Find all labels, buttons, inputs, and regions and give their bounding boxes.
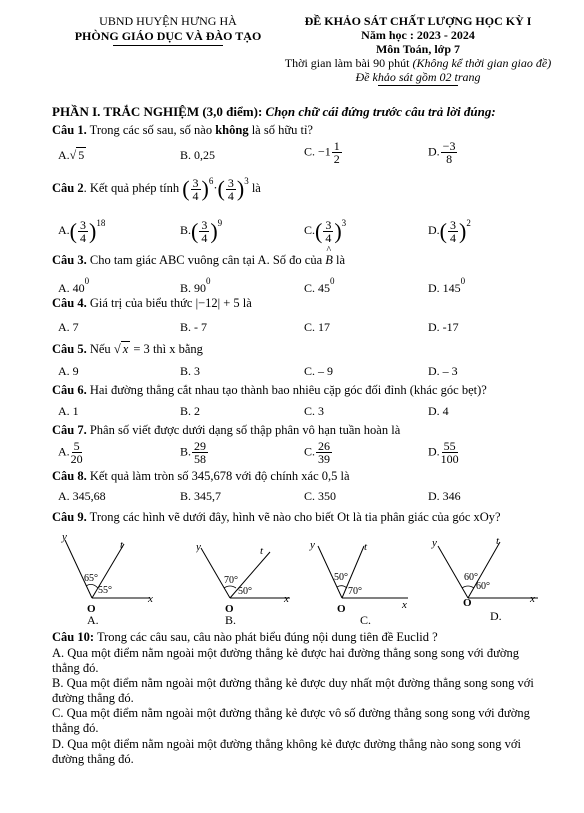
- q2-d-exp: 2: [466, 218, 471, 228]
- q4-expr: |−12| + 5: [195, 296, 240, 310]
- question-3: [52, 245, 346, 268]
- q2-b-label: B.: [180, 223, 192, 237]
- q2-b-frac: [199, 219, 209, 244]
- question-10: [52, 630, 438, 645]
- q2-d-num: 3: [450, 217, 456, 232]
- q2-option-d[interactable]: D.( $\frac{3}{4}$ )$^2$: [428, 217, 471, 245]
- q2-a-num: 3: [80, 217, 86, 232]
- q10-option-a[interactable]: A. Qua một điểm nằm ngoài một đường thẳng kẻ được hai đường thẳng song song với đường thẳng đó.: [52, 646, 520, 675]
- q10-label: Câu 10:: [52, 630, 95, 644]
- fig-c-angle-2: 70°: [348, 586, 362, 597]
- time-limit-text: Thời gian làm bài 90 phút: [284, 56, 410, 70]
- q6-option-d[interactable]: D. 4: [428, 404, 449, 418]
- question-8: [52, 469, 350, 484]
- q1-label: Câu 1.: [52, 123, 87, 137]
- q3-c-text: C. 45: [304, 281, 331, 295]
- q7-d-num: 55: [443, 439, 456, 453]
- fig-d-o-label: O: [463, 597, 472, 609]
- q2-c-exp: 3: [341, 218, 347, 228]
- q7-d-label: D.: [428, 444, 440, 459]
- fig-b-y-label: y: [196, 541, 201, 553]
- q1-c-label: C. −1: [304, 144, 331, 159]
- q2-option-c[interactable]: C.( $\frac{3}{4}$ )$^3$: [304, 217, 347, 245]
- q4-text: Giá trị của biểu thức: [89, 296, 193, 310]
- q1-option-d[interactable]: [428, 140, 458, 165]
- q7-option-d[interactable]: [428, 440, 460, 465]
- q3-d-text: D. 145: [428, 281, 461, 295]
- q9-text: Trong các hình vẽ dưới đây, hình vẽ nào cho biết Ot là tia phân giác của góc xOy?: [89, 510, 501, 524]
- q3-option-d[interactable]: [428, 276, 465, 296]
- q3-c-deg: 0: [330, 276, 335, 286]
- question-9: [52, 510, 501, 525]
- q3-b-text: B. 90: [180, 281, 207, 295]
- q2-a-frac: [78, 219, 88, 244]
- q1-option-c[interactable]: [304, 140, 343, 165]
- q2-a-den: 4: [80, 230, 86, 245]
- q7-label: Câu 7.: [52, 423, 87, 437]
- q2-text: . Kết quả phép tính: [83, 181, 180, 195]
- q9-figure-a[interactable]: [60, 532, 160, 626]
- q1-a-value: 5: [78, 148, 85, 162]
- q3-label: Câu 3.: [52, 253, 87, 267]
- question-6: [52, 383, 487, 398]
- fig-c-t-label: t: [364, 541, 368, 553]
- fig-b-o-label: O: [225, 603, 234, 615]
- q4-option-d[interactable]: D. -17: [428, 320, 459, 334]
- fig-a-caption: A.: [87, 613, 99, 626]
- q1-c-den: 2: [333, 152, 340, 166]
- fig-a-t-label: t: [120, 539, 124, 551]
- q6-option-c[interactable]: C. 3: [304, 404, 325, 418]
- q3-option-a[interactable]: [58, 276, 89, 296]
- q5-text: Nếu: [89, 342, 111, 356]
- fig-b-x-label: x: [284, 593, 289, 605]
- q2-option-b[interactable]: B.( $\frac{3}{4}$ )$^9$: [180, 217, 223, 245]
- q10-option-b[interactable]: B. Qua một điểm nằm ngoài một đường thẳng kẻ được duy nhất một đường thẳng song song với đường thẳng đó.: [52, 676, 534, 705]
- q2-label: Câu 2: [52, 181, 84, 195]
- fig-a-x-label: x: [148, 593, 153, 605]
- q7-a-num: 5: [73, 439, 80, 453]
- fig-b-caption: B.: [225, 613, 237, 626]
- fig-a-o-label: O: [87, 603, 96, 615]
- q3-b-deg: 0: [206, 276, 211, 286]
- q7-a-den: 20: [70, 452, 83, 466]
- q2-exp-2: 3: [244, 176, 249, 186]
- fig-d-caption: D.: [490, 609, 502, 623]
- fig-c-o-label: O: [337, 603, 346, 615]
- q1-c-fraction: [332, 140, 342, 165]
- q4-option-c[interactable]: C. 17: [304, 320, 331, 334]
- q7-c-num: 26: [318, 439, 331, 453]
- q6-option-a[interactable]: A. 1: [58, 404, 79, 418]
- q6-option-b[interactable]: B. 2: [180, 404, 201, 418]
- q7-b-num: 29: [194, 439, 207, 453]
- fig-a-angle-1: 65°: [84, 573, 98, 584]
- q7-a-label: A.: [58, 444, 70, 459]
- q6-text: Hai đường thẳng cắt nhau tạo thành bao nhiêu cặp góc đối đỉnh (khác góc bẹt)?: [89, 383, 487, 397]
- fig-d-angle-1: 60°: [464, 572, 478, 583]
- fig-d-y-label: y: [432, 537, 437, 549]
- q2-d-den: 4: [450, 230, 456, 245]
- q3-text: Cho tam giác ABC vuông cân tại A. Số đo của: [89, 253, 323, 267]
- q2-c-den: 4: [325, 230, 332, 245]
- q2-num-1: 3: [192, 175, 199, 190]
- q3-d-deg: 0: [460, 276, 466, 286]
- question-7: [52, 423, 400, 438]
- fig-b-angle-2: 50°: [238, 586, 252, 597]
- q5-radicand: x: [122, 342, 129, 356]
- q7-option-c[interactable]: [304, 440, 333, 465]
- q8-text: Kết quả làm tròn số 345,678 với độ chính xác 0,5 là: [89, 469, 350, 483]
- q3-tail: là: [336, 253, 346, 267]
- section-instruction: Chọn chữ cái đứng trước câu trả lời đúng:: [265, 104, 496, 119]
- header-underline: [113, 45, 223, 46]
- fig-c-x-label: x: [402, 599, 407, 611]
- q1-text: Trong các số sau, số nào: [89, 123, 216, 137]
- fig-d-t-label: t: [496, 535, 500, 547]
- q10-option-c[interactable]: C. Qua một điểm nằm ngoài một đường thẳng kẻ được vô số đường thẳng song song với đường thẳng đó.: [52, 706, 530, 735]
- q10-text: Trong các câu sau, câu nào phát biểu đúng nội dung tiên đề Euclid ?: [96, 630, 438, 644]
- department-name: UBND HUYỆN HƯNG HÀ: [99, 14, 237, 28]
- q3-option-c[interactable]: [304, 276, 335, 296]
- question-4: [52, 296, 252, 311]
- page-count: Đề khảo sát gồm 02 trang: [355, 70, 481, 84]
- q7-c-frac: [316, 440, 332, 465]
- fig-a-angle-2: 55°: [98, 585, 112, 596]
- q2-c-label: C.: [304, 223, 316, 237]
- q4-option-a[interactable]: A. 7: [58, 320, 79, 334]
- q7-text: Phân số viết được dưới dạng số thập phân vô hạn tuần hoàn là: [89, 423, 401, 437]
- q2-b-den: 4: [201, 230, 208, 245]
- q8-label: Câu 8.: [52, 469, 87, 483]
- q2-d-frac: [448, 219, 458, 244]
- exam-title: ĐỀ KHẢO SÁT CHẤT LƯỢNG HỌC KỲ I: [304, 14, 532, 28]
- q9-figure-b[interactable]: [196, 532, 296, 626]
- q2-a-exp: 18: [96, 218, 106, 228]
- header-right-underline: [378, 85, 458, 86]
- q2-d-label: D.: [428, 223, 440, 237]
- q5-option-b[interactable]: B. 3: [180, 364, 201, 378]
- q6-label: Câu 6.: [52, 383, 87, 397]
- q5-option-c[interactable]: C. – 9: [304, 364, 334, 378]
- office-name: PHÒNG GIÁO DỤC VÀ ĐÀO TẠO: [74, 29, 262, 43]
- q4-option-b[interactable]: B. - 7: [180, 320, 207, 334]
- question-1: [52, 123, 313, 138]
- q2-num-2: 3: [227, 175, 234, 190]
- fig-d-x-label: x: [530, 593, 535, 605]
- q9-figure-d[interactable]: [430, 532, 542, 626]
- q2-frac-1: [191, 177, 201, 202]
- q1-d-den: 8: [446, 152, 453, 166]
- time-limit-note: (Không kể thời gian giao đề): [412, 56, 552, 70]
- q7-d-den: 100: [440, 452, 459, 466]
- header-right: [268, 14, 568, 86]
- fig-a-y-label: y: [62, 532, 67, 543]
- fig-b-t-label: t: [260, 545, 264, 557]
- q1-d-label: D.: [428, 144, 440, 159]
- header-left: [58, 14, 278, 46]
- fig-b-angle-1: 70°: [224, 575, 238, 586]
- q2-exp-1: 6: [208, 176, 214, 186]
- time-limit: [268, 56, 568, 70]
- q3-var: B: [325, 253, 333, 267]
- q8-option-d[interactable]: D. 346: [428, 489, 461, 503]
- fig-c-angle-1: 50°: [334, 572, 348, 583]
- q7-c-den: 39: [318, 452, 331, 466]
- q7-option-b[interactable]: [180, 440, 209, 465]
- q2-option-a[interactable]: A.( $\frac{3}{4}$ )$^{18}$: [58, 217, 106, 245]
- q2-c-frac: [323, 219, 333, 244]
- q1-option-a[interactable]: A.√ 5: [58, 148, 85, 162]
- school-year: Năm học : 2023 - 2024: [361, 28, 475, 42]
- q2-frac-2: [226, 177, 236, 202]
- q10-option-d[interactable]: D. Qua một điểm nằm ngoài một đường thẳng không kẻ được đường thẳng nào song song với đường thẳng đó.: [52, 737, 521, 766]
- q1-c-num: 1: [333, 139, 340, 153]
- q9-label: Câu 9.: [52, 510, 87, 524]
- q1-option-b[interactable]: B. 0,25: [180, 148, 216, 162]
- q1-d-fraction: [441, 140, 458, 165]
- q7-b-frac: [192, 440, 208, 465]
- q2-a-label: A.: [58, 223, 70, 237]
- section-title: PHẦN I. TRẮC NGHIỆM (3,0 điểm):: [52, 104, 263, 119]
- q1-a-label: A.: [58, 148, 70, 162]
- q5-expr-tail: = 3: [133, 342, 150, 356]
- q7-b-den: 58: [194, 452, 207, 466]
- q1-emphasis: không: [215, 123, 249, 137]
- q7-a-frac: [71, 440, 83, 465]
- fig-c-caption: C.: [360, 613, 372, 626]
- q2-tail: là: [251, 181, 261, 195]
- q4-label: Câu 4.: [52, 296, 87, 310]
- q2-den-1: 4: [192, 188, 199, 203]
- q7-b-label: B.: [180, 444, 192, 459]
- q3-option-b[interactable]: [180, 276, 211, 296]
- q8-option-b[interactable]: B. 345,7: [180, 489, 222, 503]
- q2-b-exp: 9: [217, 218, 223, 228]
- subject: Môn Toán, lớp 7: [375, 42, 460, 56]
- fig-d-angle-2: 60°: [476, 581, 490, 592]
- section-heading: [52, 104, 496, 120]
- q2-den-2: 4: [227, 188, 234, 203]
- question-5: Câu 5. Nếu √ x = 3 thì x bằng: [52, 342, 203, 356]
- q5-tail: thì x bằng: [152, 342, 203, 356]
- q7-d-frac: [441, 440, 459, 465]
- q8-option-c[interactable]: C. 350: [304, 489, 337, 503]
- q3-a-deg: 0: [84, 276, 90, 286]
- q5-label: Câu 5.: [52, 342, 87, 356]
- q4-tail: là: [242, 296, 252, 310]
- q1-text-tail: là số hữu tỉ?: [248, 123, 313, 137]
- q5-option-d[interactable]: D. – 3: [428, 364, 458, 378]
- fig-c-y-label: y: [310, 539, 315, 551]
- q3-a-text: A. 40: [58, 281, 85, 295]
- q1-d-num: −3: [442, 139, 456, 153]
- q2-b-num: 3: [201, 217, 208, 232]
- q9-figure-c[interactable]: [304, 532, 416, 626]
- q3-angle-var: ^ B: [325, 245, 333, 267]
- q7-option-a[interactable]: [58, 440, 84, 465]
- q2-c-num: 3: [325, 217, 332, 232]
- q7-c-label: C.: [304, 444, 316, 459]
- question-2: Câu 2. Kết quả phép tính ( $\frac{3}{4}$ )$^6$·( $\frac{3}{4}$ )$^3$ là: [52, 175, 261, 203]
- q5-option-a[interactable]: A. 9: [58, 364, 79, 378]
- q8-option-a[interactable]: A. 345,68: [58, 489, 106, 503]
